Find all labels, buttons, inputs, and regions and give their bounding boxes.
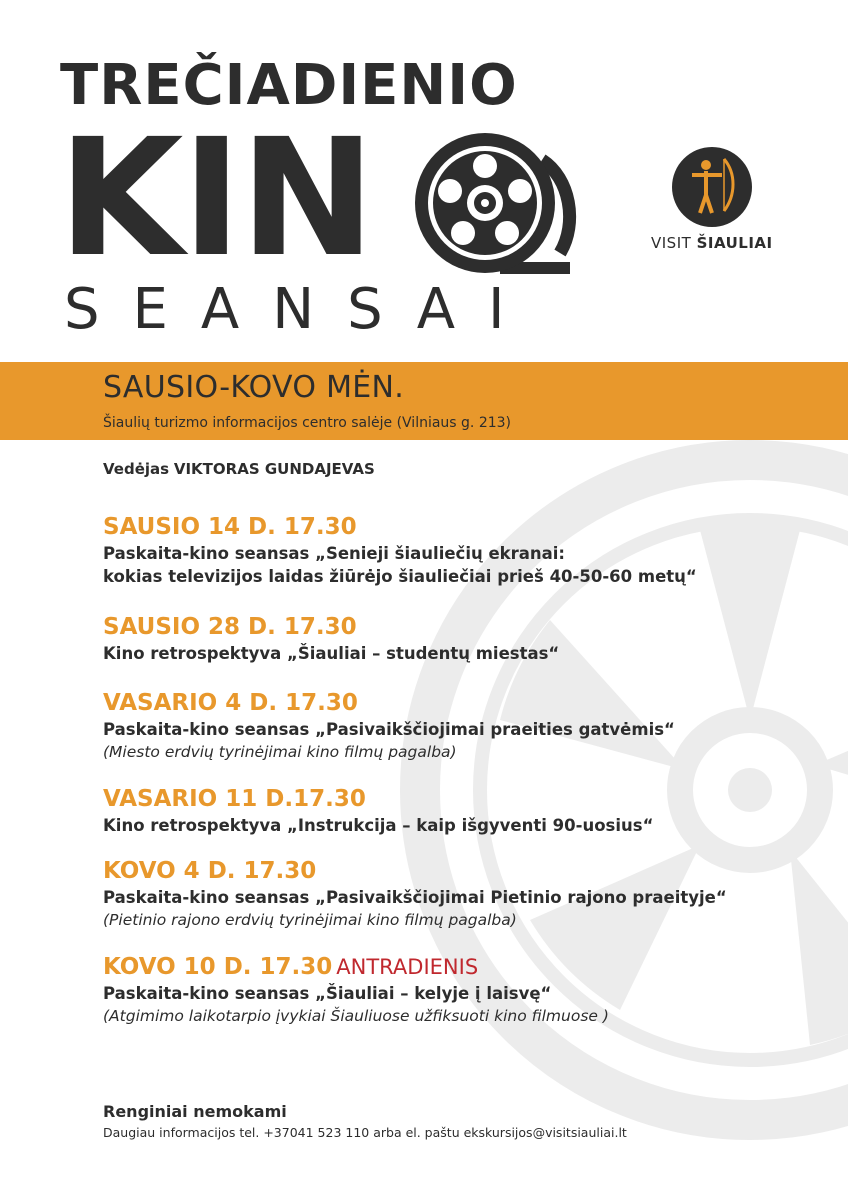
event-item — [103, 612, 559, 665]
event-date: VASARIO 4 D. 17.30 — [103, 690, 358, 716]
visit-siauliai-logo-text: VISIT ŠIAULIAI — [651, 234, 773, 252]
event-date: SAUSIO 28 D. 17.30 — [103, 614, 357, 640]
host-name: VIKTORAS GUNDAJEVAS — [173, 460, 375, 478]
host-line — [103, 460, 375, 478]
event-day-note: ANTRADIENIS — [336, 955, 479, 979]
event-item — [103, 952, 609, 1028]
contact-info: Daugiau informacijos tel. +37041 523 110 arba el. paštu ekskursijos@visitsiauliai.lt — [103, 1125, 627, 1140]
visit-siauliai-logo-icon — [670, 145, 754, 229]
event-title: Paskaita-kino seansas „Senieji šiauliečių ekranai: — [103, 544, 566, 563]
event-item — [103, 784, 653, 837]
event-date: KOVO 10 D. 17.30 ANTRADIENIS — [103, 954, 479, 980]
event-note: (Atgimimo laikotarpio įvykiai Šiauliuose užfiksuoti kino filmuose ) — [103, 1007, 609, 1025]
date-range-title: SAUSIO-KOVO MĖN. — [103, 370, 405, 405]
film-reel-icon — [410, 128, 580, 278]
event-title: Kino retrospektyva „Instrukcija – kaip išgyventi 90-uosius“ — [103, 816, 654, 835]
venue-subtitle: Šiaulių turizmo informacijos centro salėje (Vilniaus g. 213) — [103, 415, 512, 431]
event-item — [103, 512, 697, 588]
event-title: Paskaita-kino seansas „Pasivaikščiojimai praeities gatvėmis“ — [103, 720, 675, 739]
event-date: KOVO 4 D. 17.30 — [103, 858, 317, 884]
title-kino: KIN — [58, 105, 374, 293]
free-events-note: Renginiai nemokami — [103, 1102, 287, 1121]
title-bottom: SEANSAI — [64, 277, 538, 342]
host-label: Vedėjas — [103, 460, 170, 478]
event-item — [103, 688, 675, 764]
event-note: (Pietinio rajono erdvių tyrinėjimai kino filmų pagalba) — [103, 911, 517, 929]
event-date: VASARIO 11 D.17.30 — [103, 786, 366, 812]
event-date: SAUSIO 14 D. 17.30 — [103, 514, 357, 540]
title-top: TREČIADIENIO — [60, 53, 518, 118]
event-title: Paskaita-kino seansas „Šiauliai – kelyje į laisvę“ — [103, 984, 552, 1003]
event-item — [103, 856, 727, 932]
event-title: Paskaita-kino seansas „Pasivaikščiojimai Pietinio rajono praeityje“ — [103, 888, 727, 907]
event-title: kokias televizijos laidas žiūrėjo šiauliečiai prieš 40-50-60 metų“ — [103, 567, 697, 586]
event-note: (Miesto erdvių tyrinėjimai kino filmų pagalba) — [103, 743, 457, 761]
event-title: Kino retrospektyva „Šiauliai – studentų miestas“ — [103, 644, 560, 663]
